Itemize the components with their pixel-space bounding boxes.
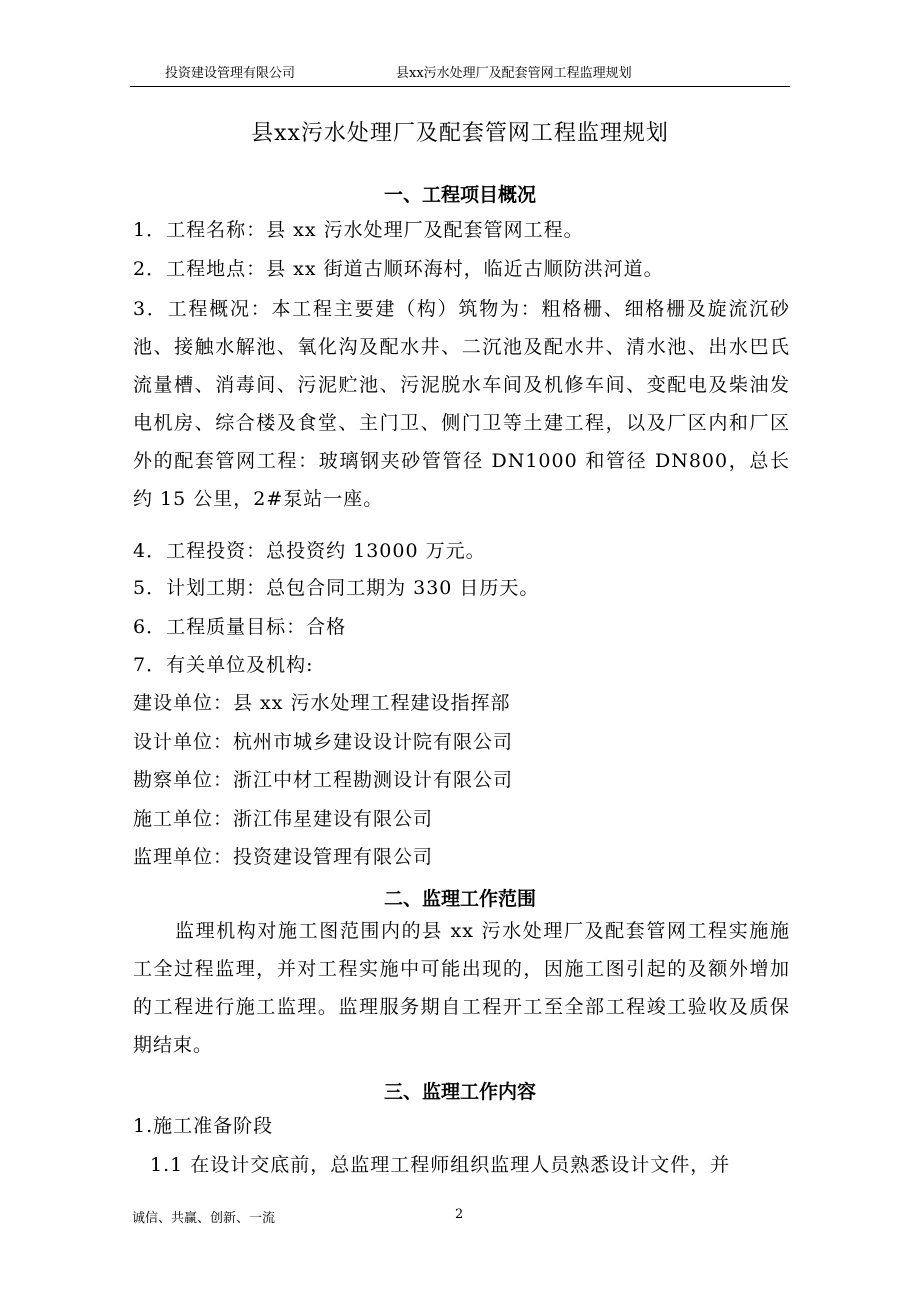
item-related-units: 7．有关单位及机构: xyxy=(133,654,314,676)
page-number: 2 xyxy=(455,1207,464,1222)
footer-slogan: 诚信、共赢、创新、一流 xyxy=(132,1211,276,1226)
header-doc-name: 县xx污水处理厂及配套管网工程监理规划 xyxy=(396,66,632,81)
unit-owner: 建设单位：县 xx 污水处理工程建设指挥部 xyxy=(133,692,511,714)
unit-supervisor: 监理单位：投资建设管理有限公司 xyxy=(133,846,434,868)
document-title: 县xx污水处理厂及配套管网工程监理规划 xyxy=(251,121,669,146)
section1-heading: 一、工程项目概况 xyxy=(383,184,536,206)
unit-designer: 设计单位：杭州市城乡建设设计院有限公司 xyxy=(133,731,514,753)
subsection-1-1: 1.1 在设计交底前，总监理工程师组织监理人员熟悉设计文件，并 xyxy=(150,1154,731,1176)
item-investment: 4．工程投资：总投资约 13000 万元。 xyxy=(133,540,486,562)
section2-text: 监理机构对施工图范围内的县 xx 污水处理厂及配套管网工程实施施工全过程监理，并对工程实施中可能出现的，因施工图引起的及额外增加的工程进行施工监理。监理服务期自工程开工至全部工程竣工验收及质保期结束。 xyxy=(133,920,790,1056)
item-quality-goal: 6．工程质量目标：合格 xyxy=(133,616,347,638)
header-company: 投资建设管理有限公司 xyxy=(165,66,296,81)
unit-contractor: 施工单位：浙江伟星建设有限公司 xyxy=(133,808,434,830)
unit-surveyor: 勘察单位：浙江中材工程勘测设计有限公司 xyxy=(133,769,514,791)
item-schedule: 5．计划工期：总包合同工期为 330 日历天。 xyxy=(133,577,540,599)
header-divider xyxy=(130,86,790,87)
item-project-overview: 3．工程概况：本工程主要建（构）筑物为：粗格栅、细格栅及旋流沉砂池、接触水解池、氧化沟及配水井、二沉池及配水井、清水池、出水巴氏流量槽、消毒间、污泥贮池、污泥脱水车间及机修车间、变配电及柴油发电机房、综合楼及食堂、主门卫、侧门卫等土建工程，以及厂区内和厂区外的配套管网工程：玻璃钢夹砂管管径 DN1000 和管径 DN800，总长约 15 公里，2#泵站一座。 xyxy=(133,298,790,510)
item-project-location: 2．工程地点：县 xx 街道古顺环海村，临近古顺防洪河道。 xyxy=(133,258,664,280)
section2-heading: 二、监理工作范围 xyxy=(383,888,536,910)
section3-heading: 三、监理工作内容 xyxy=(383,1081,536,1103)
subsection-preparation: 1.施工准备阶段 xyxy=(133,1115,274,1137)
item-project-name: 1．工程名称：县 xx 污水处理厂及配套管网工程。 xyxy=(133,219,584,241)
